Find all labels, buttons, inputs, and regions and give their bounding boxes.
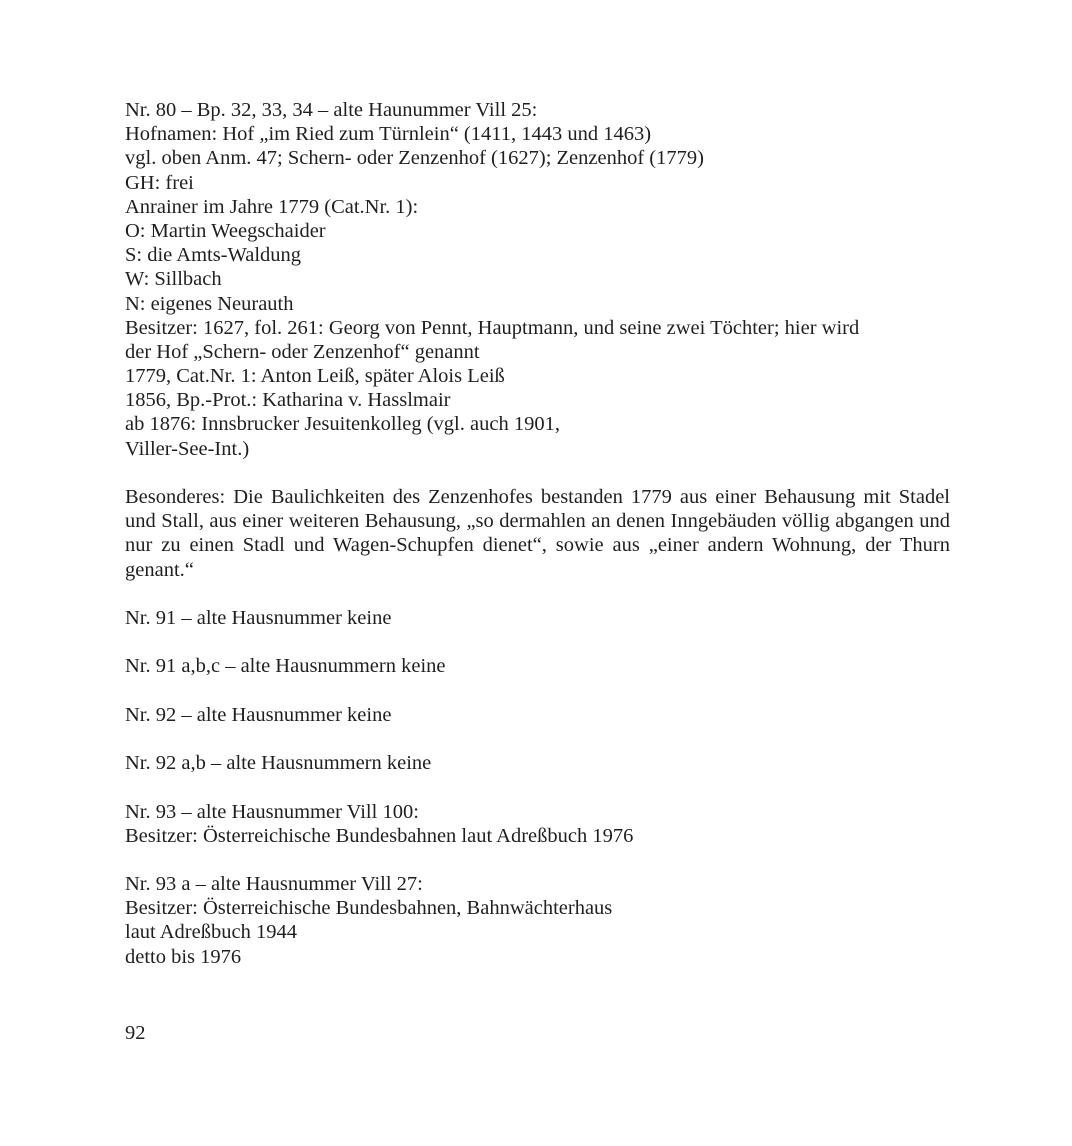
anrainer-nord: N: eigenes Neurauth [125, 292, 294, 315]
anrainer-west: W: Sillbach [125, 268, 222, 291]
paragraph-gap [125, 679, 955, 703]
besitzer-line: ab 1876: Innsbrucker Jesuitenkolleg (vgl. auch 1901, [125, 413, 560, 436]
besitzer-continuation: detto bis 1976 [125, 945, 242, 968]
besitzer-line: Besitzer: 1627, fol. 261: Georg von Pennt, Hauptmann, und seine zwei Töchter; hier wird [125, 316, 860, 339]
document-body [125, 98, 955, 969]
gh-line: GH: frei [125, 171, 194, 194]
entry-heading: Nr. 93 – alte Hausnummer Vill 100: [125, 800, 419, 823]
besitzer-line: 1856, Bp.-Prot.: Katharina v. Hasslmair [125, 389, 451, 412]
paragraph-gap [125, 582, 955, 606]
entry-heading: Nr. 91 a,b,c – alte Hausnummern keine [125, 655, 446, 678]
page-number: 92 [125, 1022, 146, 1044]
besitzer-continuation: laut Adreßbuch 1944 [125, 921, 297, 944]
paragraph-gap [125, 848, 955, 872]
hofnamen-line: Hofnamen: Hof „im Ried zum Türnlein“ (1411, 1443 und 1463) [125, 123, 652, 146]
anrainer-ost: O: Martin Weegschaider [125, 219, 326, 242]
entry-heading: Nr. 80 – Bp. 32, 33, 34 – alte Haunummer Vill 25: [125, 99, 538, 121]
paragraph-gap [125, 727, 955, 751]
besonderes-paragraph: Besonderes: Die Baulichkeiten des Zenzenhofes bestanden 1779 aus einer Behausung mit Stadel und Stall, aus einer weiteren Behausung, „so dermahlen an denen Inngebäuden völlig abgangen und nur zu einen Stadl und Wagen-Schupfen dienet“, sowie aus „einer andern Wohnung, der Thurn genant.“ [125, 486, 950, 581]
paragraph-gap [125, 630, 955, 654]
hofnamen-continuation: vgl. oben Anm. 47; Schern- oder Zenzenhof (1627); Zenzenhof (1779) [125, 147, 704, 170]
besitzer-continuation: Viller-See-Int.) [125, 437, 250, 460]
entry-heading: Nr. 93 a – alte Hausnummer Vill 27: [125, 873, 423, 896]
paragraph-gap [125, 461, 955, 485]
paragraph-gap [125, 775, 955, 799]
besitzer-line: Besitzer: Österreichische Bundesbahnen, Bahnwächterhaus [125, 897, 613, 920]
entry-heading: Nr. 92 – alte Hausnummer keine [125, 703, 392, 726]
besitzer-continuation: der Hof „Schern- oder Zenzenhof“ genannt [125, 340, 480, 363]
anrainer-sued: S: die Amts-Waldung [125, 244, 302, 267]
besitzer-line: 1779, Cat.Nr. 1: Anton Leiß, später Alois Leiß [125, 365, 505, 388]
entry-heading: Nr. 91 – alte Hausnummer keine [125, 607, 392, 629]
besitzer-line: Besitzer: Österreichische Bundesbahnen laut Adreßbuch 1976 [125, 824, 634, 847]
entry-heading: Nr. 92 a,b – alte Hausnummern keine [125, 752, 432, 775]
anrainer-line: Anrainer im Jahre 1779 (Cat.Nr. 1): [125, 195, 419, 218]
